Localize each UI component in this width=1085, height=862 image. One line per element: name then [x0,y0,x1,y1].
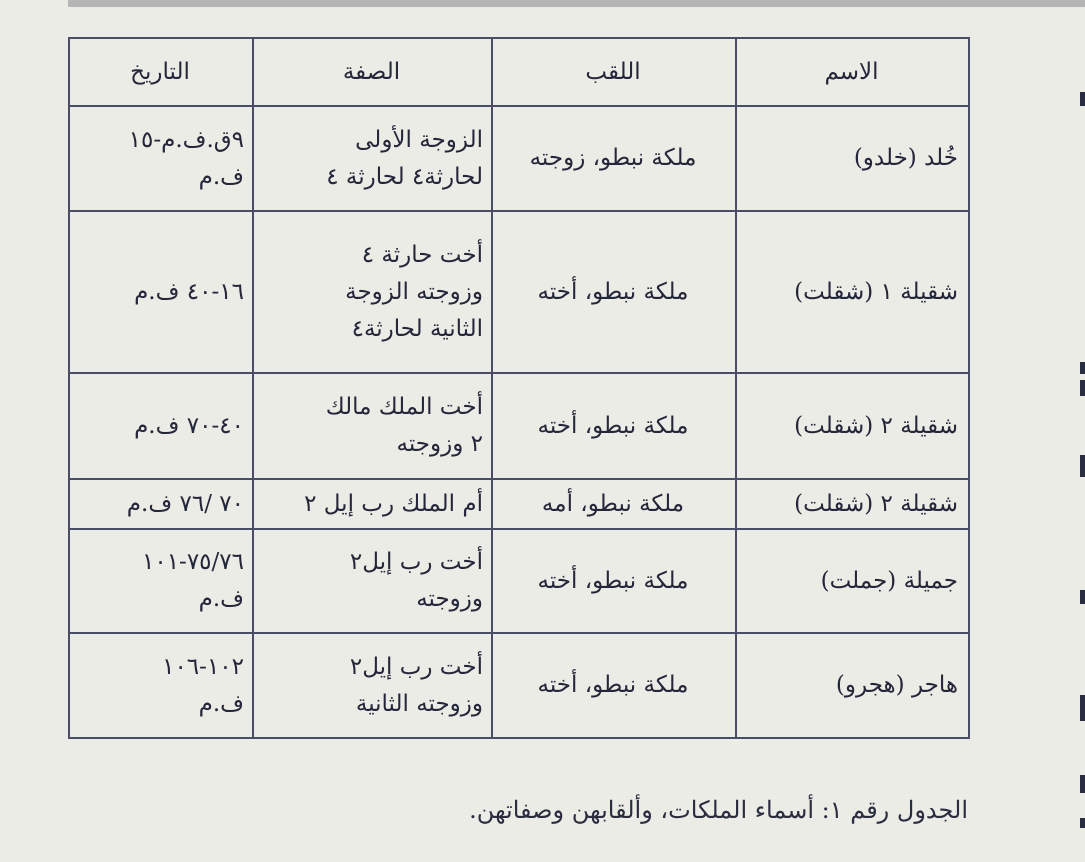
cell-description: الزوجة الأولى لحارثة٤ لحارثة ٤ [253,106,492,211]
table-row [69,633,969,738]
cell-description: أخت رب إيل٢ وزوجته [253,529,492,633]
header-description: الصفة [253,38,492,106]
top-divider-bar [68,0,1085,7]
page-edge-text-fragments [1077,0,1085,862]
table-row [69,211,969,373]
header-date: التاريخ [69,38,253,106]
table-caption: الجدول رقم ١: أسماء الملكات، وألقابهن وصفاتهن. [469,796,968,824]
cell-date: ٧٠ /٧٦ ف.م [69,479,253,529]
cell-description: أخت حارثة ٤ وزوجته الزوجة الثانية لحارثة٤ [253,211,492,373]
cell-title: ملكة نبطو، أمه [492,479,736,529]
cell-name: خُلد (خلدو) [736,106,969,211]
cell-name: شقيلة ٢ (شقلت) [736,479,969,529]
cell-title: ملكة نبطو، أخته [492,633,736,738]
cell-date: ١٠٢-١٠٦ ف.م [69,633,253,738]
cell-date: ٩ق.ف.م-١٥ ف.م [69,106,253,211]
cell-title: ملكة نبطو، زوجته [492,106,736,211]
cell-date: ٧٥/٧٦-١٠١ ف.م [69,529,253,633]
cell-description: أم الملك رب إيل ٢ [253,479,492,529]
table-header-row [69,38,969,106]
cell-title: ملكة نبطو، أخته [492,373,736,479]
cell-description: أخت رب إيل٢ وزوجته الثانية [253,633,492,738]
cell-name: شقيلة ١ (شقلت) [736,211,969,373]
cell-name: هاجر (هجرو) [736,633,969,738]
queens-table [68,37,970,739]
header-name: الاسم [736,38,969,106]
cell-description: أخت الملك مالك ٢ وزوجته [253,373,492,479]
cell-title: ملكة نبطو، أخته [492,211,736,373]
table-row [69,106,969,211]
cell-title: ملكة نبطو، أخته [492,529,736,633]
cell-name: شقيلة ٢ (شقلت) [736,373,969,479]
table-row [69,373,969,479]
table-row [69,479,969,529]
header-title: اللقب [492,38,736,106]
table-row [69,529,969,633]
cell-date: ٤٠-٧٠ ف.م [69,373,253,479]
cell-name: جميلة (جملت) [736,529,969,633]
cell-date: ١٦-٤٠ ف.م [69,211,253,373]
